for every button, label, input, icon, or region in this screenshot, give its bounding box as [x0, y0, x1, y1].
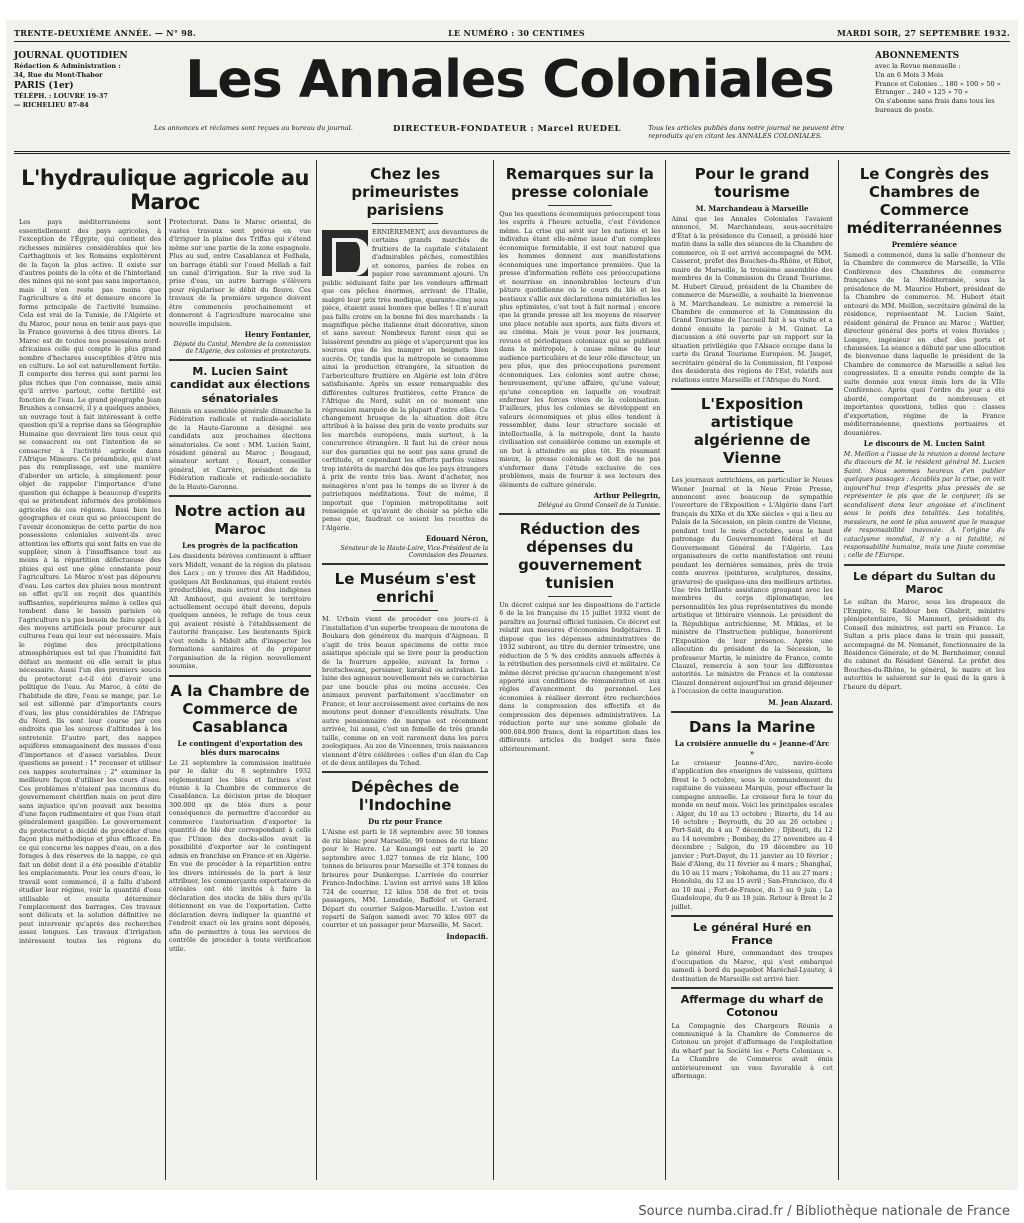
- phone-line: TÉLÉPH. : LOUVRE 19-37: [14, 91, 108, 100]
- phone-line: — RICHELIEU 87-84: [14, 100, 89, 109]
- article-body: Le croiseur Jeanne-d'Arc, navire-école d'application des enseignes de vaisseau, quittera Brest le 5 octobre, sous le commandement du capitaine de vaisseau Marquis, pour effectuer la campagne annuelle. Le croiseur fera le tour du monde en neuf mois. Voici les principales escales : Alger, du 10 au 13 octobre ; Bizerte, du 14 au 16 octobre ; Beyrouth, du 20 au 26 octobre ; Port-Saïd, du 4 au 7 décembre ; Djibouti, du 12 au 14 novembre ; Bombay, du 27 novembre au 4 décembre ; Saïgon, du 19 décembre au 10 janvier ; Port-Dayot, du 11 janvier au 10 février ; Baie d'Along, du 11 février au 4 mars ; Shanghaï, du 10 au 11 mars ; Yokohama, du 11 au 27 mars ; Honolulu, du 12 au 15 avril ; San-Francisco, du 4 au 10 mai ; Fort-de-France, du 3 au 9 juin ; La Guadeloupe, du 9 au 18 juin. Retour à Brest le 2 juillet.: [671, 758, 833, 911]
- article-title: Chez les primeuristes parisiens: [351, 165, 459, 219]
- address-line: 34, Rue du Mont-Thabor: [14, 70, 103, 79]
- article-body: Réunis en assemblée générale dimanche la Fédération radicale et radicale-socialiste de la Haute-Garonne a désigné ses candidats aux prochaines élections sénatoriales. Ce sont : MM. Lucien Saint, résident général au Maroc ; Bougaud, sénateur sortant ; Rouart, conseiller général, et Carrère, président de la Fédération radicale et radicale-socialiste de la Haute-Garonne.: [169, 406, 312, 491]
- ads-note: Les annonces et réclames sont reçues au bureau du journal.: [154, 124, 353, 132]
- column-2: [317, 160, 494, 1180]
- article-signature: Edouard Néron,: [425, 534, 489, 544]
- masthead-subline: [154, 124, 860, 141]
- article-body: La Compagnie des Chargeurs Réunis a communiqué à la Chambre de Commerce de Cotonou un projet d'affermage de l'exploitation du wharf par la Société les « Ports Coloniaux ». La Chambre de Commerce avait émis antérieurement un vœu favorable à cet affermage.: [671, 1021, 833, 1081]
- article-body: Samedi a commencé, dans la salle d'honneur de la Chambre de commerce de Marseille, la VIIe Conférence des Chambres de commerce françaises de la Méditerranée, sous la présidence de M. Maurice Hubert, président de la Chambre de commerce. M. Hubert était entouré de MM. Meillon, secrétaire général de la résidence, représentant M. Lucien Saint, résident général de France au Maroc ; Wattier, directeur général des ports et voies fluviales ; Lompre, ingénieur en chef des ports et chaussées. La séance a débuté par une allocution de bienvenue dans laquelle le président de la Chambre de commerce de Marseille a salué les congressistes. Il a ensuite rendu compte de la suite donnée aux vœux émis lors de la VIIe Conférence. Après quoi l'ordre du jour a été abordé, comportant de nombreuses et importantes questions, telles que : classes d'exportation, régime de la France méditerranéenne, questions portuaires et douanières.: [843, 251, 1006, 437]
- article-body: Les pays méditerranéens sont essentiellement des pays agricoles, à l'exception de l'Égypte, qui contient des richesses minières considérables que les Carthaginois et les Romains exploitèrent de la façon la plus active. Il existe sur d'autres points de la côte et de l'hinterland des mines qui ne sont pas sans importance, mais il n'en reste pas moins que l'agriculture a été et demeure encore la forme principale de l'activité humaine. Cela est vrai de la Tunisie, de l'Algérie et du Maroc, pour nous en tenir aux pays que la France gouverne à des titres divers. Le Maroc est de toutes nos possessions nord-africaines celle qui compte le plus grand nombre d'hectares susceptibles d'être mis en culture. Le sol est naturellement fertile. Il comporte des terres qui sont parmi les plus riches que l'on connaisse, mais ainsi qu'il arrive partout, cette fertilité est fonction de l'eau. Le grand géographe Jean Brunhes a consacré, il y a quelques années, un ouvrage tout à fait intéressant à cette question qu'il a reprise dans sa Géographie Humaine que devraient lire tous ceux qui se consacrent ou ont l'intention de se consacrer à l'activité agricole dans l'Afrique Mineure. Ce préambule, qui n'est pas du remplissage, est une manière d'aborder un article, à simplement pour objet de rappeler l'importance d'une question qui échappe à beaucoup d'esprits qui se prétendent informés des problèmes agricoles de ces régions. Aussi bien les géographes et ceux qui se préoccupent de l'avenir économique de cette partie de nos possessions coloniales suivent-ils avec attention les efforts qui sont faits en vue de suppléer, sinon à l'insuffisance tout au moins à la répartition défectueuse des pluies qui est une gêne constante pour l'agriculture. Le Maroc n'est pas dépourvu d'eau. Les cartes des pluies nous montrent en effet qu'il en reçoit des quantités suffisantes, supérieures même à celles qui tombent dans le bassin parisien où l'agriculture n'a pas besoin de faire appel à des moyens artificiels pour procurer aux cultures l'eau qui leur est nécessaire. Mais le régime des précipitations atmosphériques est tel que l'humidité fait défaut au moment où elle serait le plus nécessaire. Aussi l'un des premiers soucis du protectorat a-t-il été d'avoir une politique de l'eau. Au Maroc, à côté de l'habitude de dire, l'eau se mange, par. Le sol est sillonné par d'importants cours d'eau, les plus considérables de l'Afrique du Nord. Ils sont leur course par ces endroits que les sources d'altitudes à les entretenir. D'autre part, des nappes aquifères emmagasinent des masses d'eau d'importance et d'assez variables. Deux questions se posent : 1° recenser et utiliser ces nappes souterraines ; 2° examiner la meilleure façon d'utiliser les cours d'eau. Ces problèmes n'étaient pas inconnus du gouvernement chérifien mais on peut dire sans injustice qu'on pouvait aux besoins d'une façon rudimentaire et que l'eau était généralement gaspillée. Le gouvernement du protectorat a décidé de procéder d'une façon plus méthodique et plus efficace. En ce qui concerne les nappes d'eau, on a des forages à des réserves de la nappe, ce qui fait un débit dont il a été possible d'établir les emplacements. Pour les cours d'eau, le travail sont commencé, il a fallu d'abord étudier leur régime, voir la quantité d'eau utilisable et ensuite déterminer l'emplacement des barrages. Ces travaux sont délicats et la solution définitive ne peut intervenir qu'après des recherches assez longues. Les travaux d'irrigation intéressent toutes les régions du Protectorat. Dans le Maroc oriental, de vastes travaux sont prévus en vue d'irriguer la plaine des Triffas qui s'étend même sur une partie de la zone espagnole. Plus au sud, entre Casablanca et Fedhala, un barrage établi sur l'oued Mellah a fait un canal d'irrigation. Sur la rive sud la prise d'eau, un autre barrage s'élèvera pour régulariser le débit du fleuve. Ces travaux de la première urgence doivent être commencés prochainement et donneront à l'agriculture marocaine une nouvelle impulsion.: [19, 218, 312, 945]
- editorial-address: [14, 50, 134, 109]
- signature-title: Délégué au Grand Conseil de la Tunisie.: [538, 501, 661, 509]
- subscriptions-title: ABONNEMENTS: [875, 51, 960, 61]
- article-body: Ainsi que les Annales Coloniales l'avaient annoncé, M. Marchandeau, sous-secrétaire d'État à la présidence du Conseil, a présidé hier matin dans la salle des séances de la Chambre de commerce, où il est arrivé accompagné de MM. Casserot, préfet des Bouches-du-Rhône, et Ribot, maire de Marseille, la troisième assemblée des membres de la Commission du Grand Tourisme. M. Hubert Giraud, président de la Chambre de commerce de Marseille, a souhaité la bienvenue à M. Marchandeau. Le ministre a remercié la Chambre de commerce et la Commission du Grand Tourisme de l'accueil fait à sa visite et a donné ensuite la parole à M. Guinet. La discussion a été ouverte par un rapport sur la situation privilégiée que l'Alsace occupe dans la carte du Grand Tourisme Européen. M. Jauget, secrétaire général de la Commission, fit l'exposé des desiderata des régions de l'Est, relatifs aux relations entre Marseille et l'Afrique du Nord.: [671, 215, 833, 384]
- subscription-line: On s'abonne sans frais dans tous les bureaux de poste.: [875, 97, 995, 114]
- article-title: Pour le grand tourisme: [694, 165, 810, 201]
- article-signature: M. Jean Alazard.: [768, 697, 833, 707]
- column-5: [839, 160, 1010, 1180]
- article-body: ERNIÈREMENT, aux devantures de certains grands marchés de fruitiers de la capitale s'étalaient d'admirables pêches, comestibles et sonores, parées de robes en papier rose savamment ajouré. Un public séduisant faite par les vendeurs affirmait que ces pêches énormes, arrivant de l'Italie, malgré leur prix très modique, quarante-cinq sous pièce, étaient aussi bonnes que belles ! Il n'aurait pas fallu croire en la bonne foi des marchands : la magnifique pêche italienne était décorative, sinon et sans saveur. Nombreux furent ceux qui se laissèrent prendre au piège et s'aperçurent que les sources que de les manger en beignets bien sucrés. Or, tandis que la métropole se consomme ainsi la production étrangère, la situation de l'arboriculture fruitière en Algérie est loin d'être satisfaisante. Après un essor remarquable des différentes cultures fruitières, cette France de l'Afrique du Nord, subit en ce moment une régression marquée de la plupart d'entre elles. Ce changement brusque de la situation doit être attribué à la baisse des prix de vente produits sur les marchés européens, mais surtout, à la concurrence étrangère. Il faut lui de créer nous sur des garanties qui ne sont pas sans grand de certitude, et cependant les efforts parfois vaines trop intérêts de marché dès que les pays étrangers à prix de vente très bas. Avant d'acheter, nos ménagères n'ont pas le temps de se livrer à de patriotiques méditations. Tout de même, il importait que l'opinion métropolitaine soit renseignée et qu'avant de choisir sa pêche elle pense que, faudrait ce soient les recettes de l'Algérie.: [322, 228, 489, 532]
- issue-date: MARDI SOIR, 27 SEPTEMBRE 1932.: [837, 28, 1010, 38]
- subscription-line: Étranger .. 240 » 125 » 70 »: [875, 88, 969, 97]
- article-title: M. Lucien Saint candidat aux élections sénatoriales: [169, 365, 311, 405]
- article-title: Réduction des dépenses du gouvernement tunisien: [518, 519, 642, 592]
- article-title: Notre action au Maroc: [174, 502, 306, 539]
- newspaper-page: [6, 20, 1018, 1190]
- article-subtitle: M. Marchandeau à Marseille: [695, 204, 809, 213]
- article-subtitle: Le discours de M. Lucien Saint: [863, 438, 986, 448]
- article-body: Les journaux autrichiens, en particulier le Neues Wiener Journal et la Neue Freie Presse, annoncent avec beaucoup de sympathie l'ouverture de l'Exposition « L'Algérie dans l'art français du XIXe et du XXe siècles » qui a lieu au Palais de la Sécession, en plein centre de Vienne, pendant tout le mois d'octobre, sous le haut patronage du Gouvernement fédéral et du Gouvernement Général de l'Algérie. Les organisateurs de cette manifestation ont réuni pendant les dernières semaines, près de trois cents œuvres (peintures, sculptures, dessins, gravures) de quelques-uns des meilleurs artistes. Une très brillante assistance groupant avec les membres du corps diplomatique, les personnalités les plus représentatives du monde artistique et littéraire viennois. Le président de la République autrichienne, M. Miklas, et le ministre de l'Instruction publique, honorèrent l'Exposition de leur présence. Après une allocution du président de la Sécession, le professeur Martin, le ministre de France, comte Clauzel, remercia à son tour les différentes autorités. Le ministre de France et la comtesse Clauzel donnèrent aujourd'hui un grand déjeuner à l'occasion de cette inauguration.: [671, 476, 833, 696]
- article-title: Dans la Marine: [688, 717, 816, 736]
- article-body: M. Urbain vient de procéder ces jours-ci à l'installation d'un superbe troupeau de moutons de Boukara don généreux du marquis d'Aigneau. Il s'agit de très beaux spécimens de cette race asiatique spéciale qui se livre pour la production de la fourrure appelée, suivant la forme : breitschwanz, persianer, karakul ou astrakan. La laine des agneaux nouvellement nés se caractérise par une boucle plus ou moins accusée. Ces animaux peuvent parfaitement s'acclimater en France, et leur accroissement avec certains de nos moutons peut donner d'excellents résultats. Une autre pensionnaire de marque est récemment arrivée, lui aussi, c'est un femelle de très grande taille, comme on en voit rarement dans les parcs zoologiques. Au zoo de Vincennes, trois naissances viennent d'être célébrées : celles d'un élan du Cap et de deux antilopes du Tchad.: [322, 615, 489, 768]
- subscriptions-box: [875, 50, 1010, 115]
- top-info-line: [14, 28, 1010, 42]
- newspaper-title: Les Annales Coloniales: [185, 50, 834, 110]
- column-1: [14, 160, 317, 1180]
- signature-title: Député du Cantal, Membre de la commission de l'Algérie, des colonies et protectorats.: [173, 341, 312, 356]
- article-title: Le Congrès des Chambres de Commerce méditerranéennes: [846, 165, 1003, 237]
- article-signature: Henry Fontanier,: [244, 330, 312, 340]
- article-title: Affermage du wharf de Cotonou: [680, 993, 824, 1020]
- article-subtitle: Première séance: [891, 240, 957, 249]
- journal-type: JOURNAL QUOTIDIEN: [14, 51, 128, 61]
- address-line: Rédaction & Administration :: [14, 62, 121, 71]
- subscription-line: Un an 6 Mois 3 Mois: [875, 70, 944, 79]
- article-title: Le départ du Sultan du Maroc: [853, 569, 996, 597]
- article-signature: Arthur Pellegrin,: [593, 490, 661, 500]
- column-4: [666, 160, 838, 1180]
- source-credit: Source numba.cirad.fr / Bibliothèque nationale de France: [638, 1204, 1010, 1219]
- article-body: Le général Huré, commandant des troupes d'occupation du Maroc, qui s'est embarqué samedi à bord du paquebot Maréchal-Lyautey, à destination de Marseille est arrivé hier.: [671, 949, 833, 983]
- article-body: Les dissidents bérèves continuent à affluer vers Midelt, venant de la région du plateau des Lacs ; on y trouve des Aït Haddidou, quelques Aït Bouknamas, qui étaient restés irréductibles, mais surtout des indigènes Aït Amhaout, qui avaient le territoire actuellement occupé était devenu, depuis quelques années, le refuge de tous ceux qui avaient résisté à l'établissement de l'autorité française. Les lieutenants Spick s'est rendu à Midelt afin d'inspecter les formations sanitaires et de préparer l'organisation de la région nouvellement soumise.: [169, 552, 312, 671]
- article-title: Dépêches de l'Indochine: [350, 778, 460, 815]
- article-title: L'Exposition artistique algérienne de Vienne: [693, 395, 811, 468]
- article-body: L'Aisne est parti le 18 septembre avec 50 tonnes de riz blanc pour Marseille, 99 tonnes de riz blanc pour le Havre. Le Kouangsi est parti le 20 septembre avec 1.027 tonnes de riz blanc, 100 tonnes de brisures pour Marseille et 374 tonnes de brisures pour Dunkerque. L'arrivée du courrier France-Indochine. L'avion est arrivé sans 18 kilos 724 de courrier, 12 kilos 558 de fret et trois passagers, MM. Lonsdale, Baffolof et Gerard. Départ du courrier Saïgon-Marseille. L'avion est reparti de Saïgon samedi avec 70 kilos 697 de courrier et un passager pour Marseille, M. Sacet.: [322, 828, 489, 930]
- dropcap-illustration: [322, 230, 368, 276]
- article-body-split: [19, 218, 311, 1180]
- article-body: Un décret calqué sur les dispositions de l'article 6 de la loi française du 15 juillet 1932 vient de paraître au Journal officiel tunisien. Ce décret est relatif aux mesures d'économies budgétaires. Il dispose que les dépenses administratives de 1932 subiront, au titre du dernier trimestre, une réduction de 5 % des crédits annuels affectés à la rétribution des personnels civil et militaire. Ce même décret précise qu'aucun changement n'est apporté aux conditions de rémunération et aux règles d'avancement du personnel. Les économies à réaliser devront être recherchées dans le compression des effectifs et de compression des dépenses administratives. La réduction porte sur une somme globale de 900.684.900 francs, dont la répartition dans les différents articles du budget sera fixée ultérieurement.: [499, 600, 661, 753]
- reproduction-note: Tous les articles publiés dans notre journal ne peuvent être reproduits qu'en citant les ANNALES COLONIALES.: [648, 124, 845, 141]
- issue-year: TRENTE-DEUXIÈME ANNÉE. — N° 98.: [14, 28, 197, 38]
- article-subtitle: Du riz pour France: [368, 817, 443, 827]
- article-subtitle: Le contingent d'exportation des blés durs marocains: [177, 738, 303, 757]
- article-body: Que les questions économiques préoccupent tous les esprits à l'heure actuelle, c'est l'évidence même. La crise qui sévit sur les nations et les individus étant elle-même issue d'un complexe économique formidable, il est tout naturel que les hommes donnent aux manifestations économiques une importance première. Que la presse d'information reflète ces préoccupations et nourrisse en innombrables lecteurs d'un pâture quotidienne où le cours du blé et les bestiaux s'allie aux déclarations ministérielles les plus optimistes, c'est tout à fait normal ; encore que la grande presse ait les moyens de réserver une place notable aux sports, aux faits divers et au cinéma. Mais je veux pour les journaux, revues et périodiques coloniaux qui se publient dans la métropole, à cause même de leur audience particulière et de leur rôle directeur, un peu plus, que des préoccupations purement économiques. Les colonies sont autre chose, heureusement, qu'une affaire, qu'une valeur, qu'une conception en laquelle on voudrait enfermer les forces vives de la colonisation. D'ailleurs, plus les colonies se développent en valeurs économiques et plus elles tendent à ressembler, dans leur structure sociale et intellectuelle, à la métropole, dont la haute civilisation est considérée comme un exemple et un but à atteindre au plus tôt. En résumant mieux, la presse coloniale se doit de ne pas s'enfermer dans l'étude exclusive de ces problèmes, mais de fournir à ses lecteurs des éléments de culture générale.: [499, 210, 661, 489]
- issue-price: LE NUMÉRO : 30 CENTIMES: [448, 28, 585, 38]
- address-line: PARIS (1er): [14, 80, 74, 91]
- signature-title: Sénateur de la Haute-Loire, Vice-Président de la Commission des Douanes.: [340, 545, 489, 560]
- article-title: Le Muséum s'est enrichi: [334, 570, 476, 607]
- director-line: DIRECTEUR-FONDATEUR : Marcel RUEDEL: [393, 124, 621, 134]
- article-title: Le général Huré en France: [692, 921, 812, 948]
- subscriptions-subtitle: avec la Revue mensuelle :: [875, 62, 961, 71]
- article-body: M. Meillon a l'issue de la réunion a donné lecture du discours de M. le résident général M. Lucien Saint. Nous sommes heureux d'en publier quelques passages : Accablés par la crise, on voit aujourd'hui trop d'esprits plus pressés de se représenter le pis que de le conjurer, ils se scandalisent dans leur angoisse et s'inclinent sous le poids des totalités. Les totalités, messieurs, ne sont le plus souvent que le masque de responsabilité inavouée. À l'origine du cataclysme mondial, il n'y a ni fatalité, ni responsabilité humaine, mais une faute commise : celle de l'Europe.: [843, 449, 1006, 560]
- article-body: Le 21 septembre la commission instituée par le dahir du 8 septembre 1932 réglementant les blés et farines s'est réunie à la Chambre de commerce de Casablanca. La décision prise de bloquer 300.000 qx de blés durs a pour conséquence de permettre d'accorder au commerce l'autorisation d'exporter la quantité de blé dur correspondant à celle que l'Union des docks-silos avait la possibilité d'exporter sur le contingent admis en franchise en France et en Algérie. En vue de procéder à la répartition entre les divers intéressés de la part à leur attribuer, les commerçants exportateurs de céréales ont été invités à faire la déclaration des stocks de blés durs qu'ils détiennent en vue de l'exportation. Cette déclaration devra indiquer la quantité et l'endroit exact où les grains sont déposés, afin de permettre à tous les services de contrôle de procéder à toute vérification utile.: [169, 758, 312, 953]
- article-signature: Indopacifi.: [446, 931, 489, 941]
- article-title: Remarques sur la presse coloniale: [505, 165, 654, 201]
- masthead: [14, 44, 1010, 154]
- subscription-line: France et Colonies .. 180 » 100 » 50 »: [875, 79, 1001, 88]
- article-subtitle: La croisière annuelle du « Jeanne-d'Arc »: [674, 738, 830, 757]
- column-3: [494, 160, 666, 1180]
- article-body: Le sultan du Maroc, sous les drapeaux de l'Empire, Si Kaddour ben Ghabrit, ministre plénipotentiaire, Si Mammeri, président du Conseil des ministres, est parti en France. Le Sultan a pris place dans le train qui passait, accompagné de M. Nomanet, fonctionnaire de la Résidence Générale, et de M. Bernheimer, consul du cabinet du Résident Général. Le préfet des Bouches-du-Rhône, le général, le maire et les autorités le saluèrent sur le quai de la gare à l'heure du départ.: [843, 598, 1006, 691]
- article-columns: [14, 160, 1010, 1180]
- article-title: A la Chambre de Commerce de Casablanca: [170, 681, 310, 736]
- article-subtitle: Les progrès de la pacification: [182, 541, 298, 551]
- article-title: L'hydraulique agricole au Maroc: [21, 166, 309, 215]
